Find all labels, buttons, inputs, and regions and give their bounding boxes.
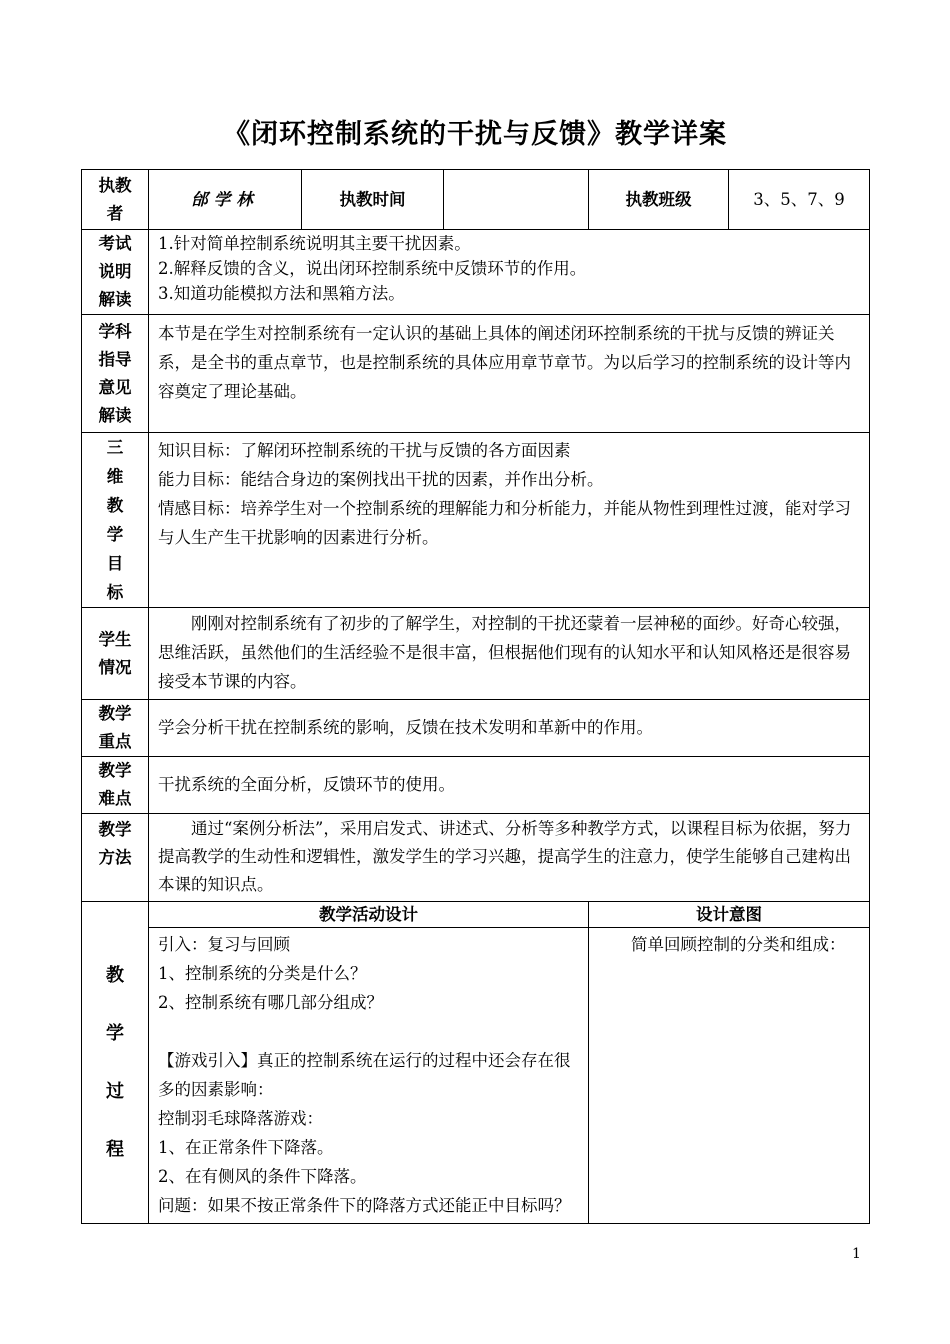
exam-content: 1.针对简单控制系统说明其主要干扰因素。 2.解释反馈的含义，说出闭环控制系统中反馈环节的作用。 3.知道功能模拟方法和黑箱方法。 — [149, 230, 870, 315]
activity-design-header: 教学活动设计 — [149, 902, 589, 928]
difficulties-label: 教学 难点 — [82, 757, 149, 814]
students-content: 刚刚对控制系统有了初步的了解学生，对控制的干扰还蒙着一层神秘的面纱。好奇心较强，思维活跃，虽然他们的生活经验不是很丰富，但根据他们现有的认知水平和认知风格还是很容易接受本节课的内容。 — [149, 608, 870, 700]
teacher-name-signature: 邰学林 — [149, 170, 302, 230]
process-header-row — [82, 902, 870, 928]
design-intent-header: 设计意图 — [589, 902, 870, 928]
key-points-row — [82, 700, 870, 757]
teacher-label: 执教 者 — [82, 170, 149, 230]
document-title: 《闭环控制系统的干扰与反馈》教学详案 — [223, 119, 727, 150]
exam-label: 考试 说明 解读 — [82, 230, 149, 315]
key-points-content: 学会分析干扰在控制系统的影响，反馈在技术发明和革新中的作用。 — [149, 700, 870, 757]
class-label: 执教班级 — [589, 170, 729, 230]
process-label: 教 学 过 程 — [82, 902, 149, 1224]
class-value: 3、5、7、9 — [729, 170, 870, 230]
exam-row — [82, 230, 870, 315]
guidance-row — [82, 315, 870, 433]
lesson-plan-table — [81, 169, 870, 1224]
time-label: 执教时间 — [302, 170, 444, 230]
time-value — [444, 170, 589, 230]
objectives-row — [82, 433, 870, 608]
guidance-label: 学科 指导 意见 解读 — [82, 315, 149, 433]
objectives-content: 知识目标：了解闭环控制系统的干扰与反馈的各方面因素 能力目标：能结合身边的案例找出干扰的因素，并作出分析。 情感目标：培养学生对一个控制系统的理解能力和分析能力，并能从物性到理性过渡，能对学习与人生产生干扰影响的因素进行分析。 — [149, 433, 870, 608]
methods-row — [82, 814, 870, 902]
design-intent-content: 简单回顾控制的分类和组成： — [589, 928, 870, 1224]
difficulties-row — [82, 757, 870, 814]
methods-content: 通过“案例分析法”，采用启发式、讲述式、分析等多种教学方式，以课程目标为依据，努力提高教学的生动性和逻辑性，激发学生的学习兴趣，提高学生的注意力，使学生能够自己建构出本课的知识点。 — [149, 814, 870, 902]
page-number: 1 — [852, 1246, 861, 1262]
methods-label: 教学 方法 — [82, 814, 149, 902]
difficulties-content: 干扰系统的全面分析，反馈环节的使用。 — [149, 757, 870, 814]
header-row — [82, 170, 870, 230]
students-row — [82, 608, 870, 700]
key-points-label: 教学 重点 — [82, 700, 149, 757]
objectives-label: 三 维 教 学 目 标 — [82, 433, 149, 608]
guidance-content: 本节是在学生对控制系统有一定认识的基础上具体的阐述闭环控制系统的干扰与反馈的辨证关系，是全书的重点章节，也是控制系统的具体应用章节章节。为以后学习的控制系统的设计等内容奠定了理论基础。 — [149, 315, 870, 433]
activity-design-content: 引入：复习与回顾 1、控制系统的分类是什么？ 2、控制系统有哪几部分组成？ 【游戏引入】真正的控制系统在运行的过程中还会存在很多的因素影响： 控制羽毛球降落游戏： 1、在正常条件下降落。 2、在有侧风的条件下降落。 问题：如果不按正常条件下的降落方式还能正中目标吗？ — [149, 928, 589, 1224]
process-body-row — [82, 928, 870, 1224]
students-label: 学生 情况 — [82, 608, 149, 700]
